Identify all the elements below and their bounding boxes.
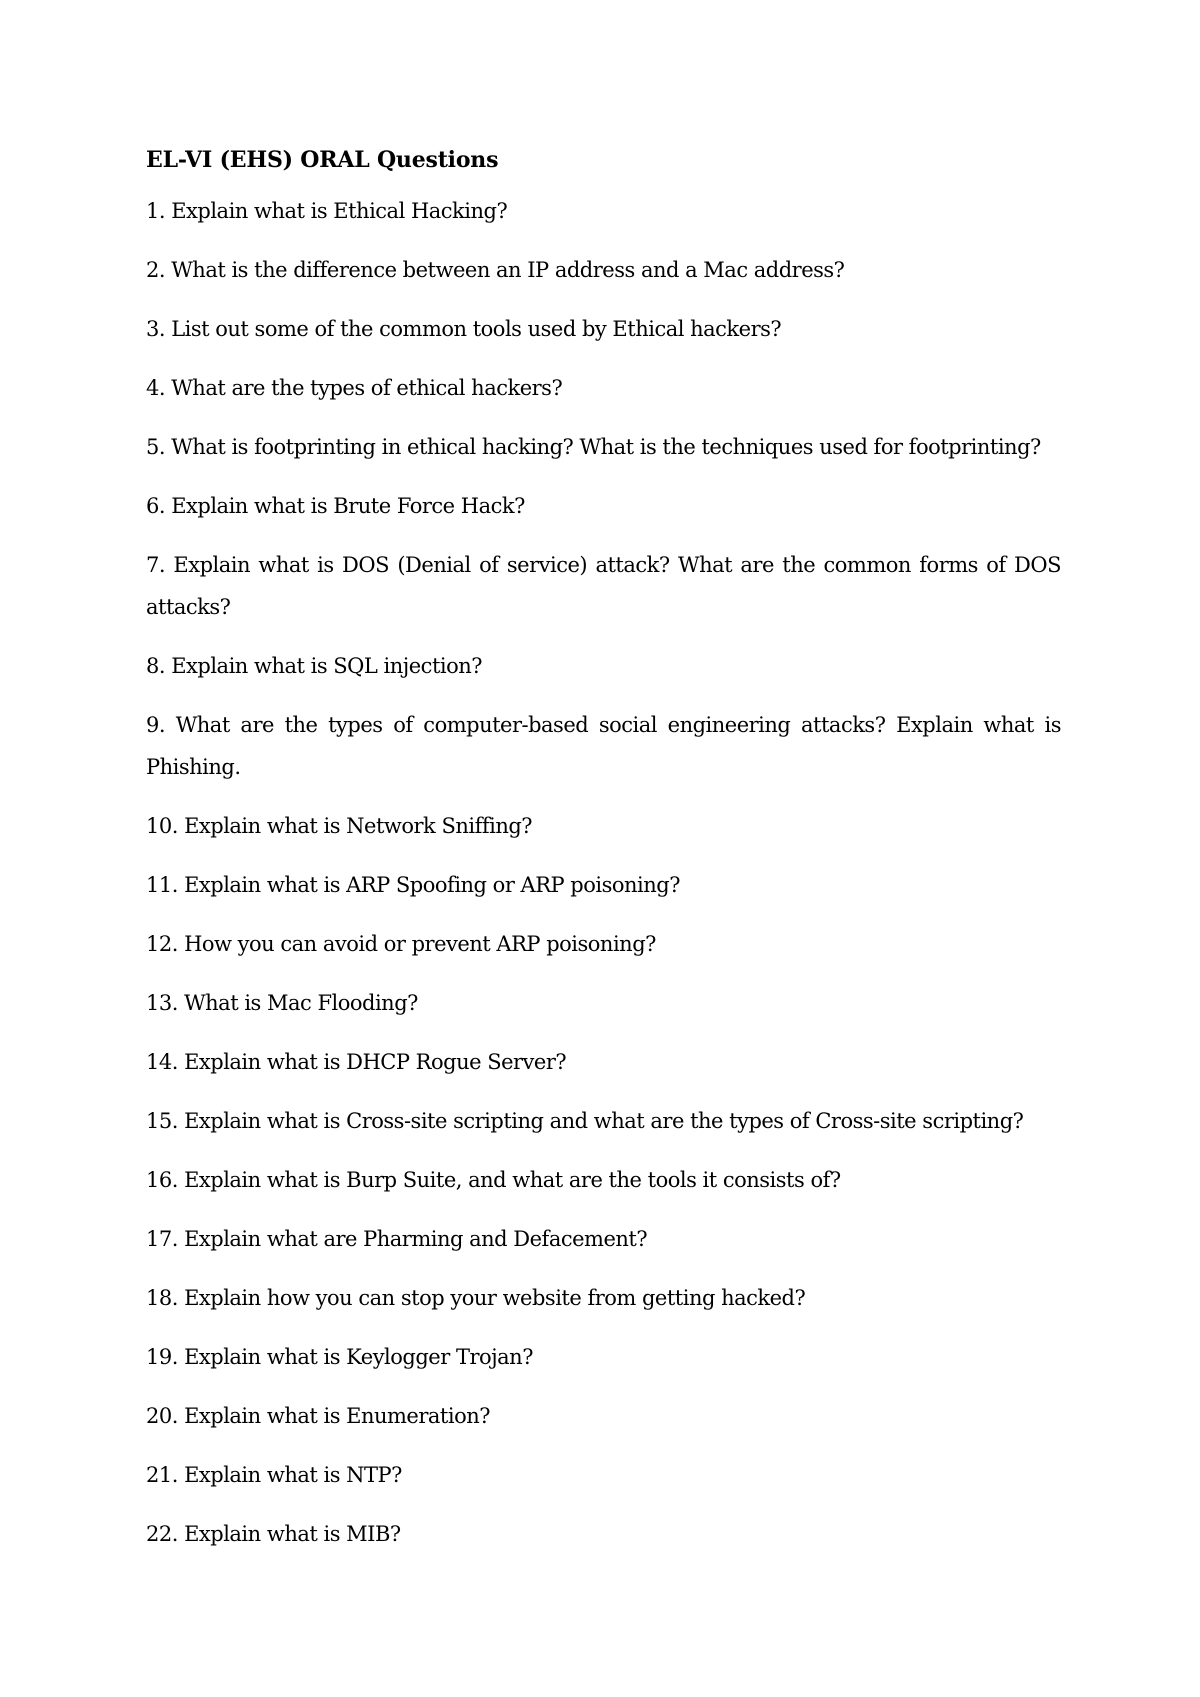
question-3: 3. List out some of the common tools used by Ethical hackers?: [146, 317, 782, 341]
question-21: 21. Explain what is NTP?: [146, 1463, 402, 1487]
question-17: 17. Explain what are Pharming and Defacement?: [146, 1227, 648, 1251]
question-6: 6. Explain what is Brute Force Hack?: [146, 494, 525, 518]
question-9: 9. What are the types of computer-based social engineering attacks? Explain what is Phishing.: [146, 713, 1061, 779]
document-title: EL-VI (EHS) ORAL Questions: [146, 147, 499, 173]
question-20: 20. Explain what is Enumeration?: [146, 1404, 491, 1428]
question-7: 7. Explain what is DOS (Denial of service) attack? What are the common forms of DOS attacks?: [146, 553, 1061, 619]
question-8: 8. Explain what is SQL injection?: [146, 654, 483, 678]
question-10: 10. Explain what is Network Sniffing?: [146, 814, 533, 838]
question-16: 16. Explain what is Burp Suite, and what are the tools it consists of?: [146, 1168, 841, 1192]
question-2: 2. What is the difference between an IP address and a Mac address?: [146, 258, 845, 282]
question-14: 14. Explain what is DHCP Rogue Server?: [146, 1050, 567, 1074]
question-11: 11. Explain what is ARP Spoofing or ARP poisoning?: [146, 873, 681, 897]
question-22: 22. Explain what is MIB?: [146, 1522, 401, 1546]
question-15: 15. Explain what is Cross-site scripting and what are the types of Cross-site scripting?: [146, 1109, 1024, 1133]
question-12: 12. How you can avoid or prevent ARP poisoning?: [146, 932, 656, 956]
question-13: 13. What is Mac Flooding?: [146, 991, 418, 1015]
question-4: 4. What are the types of ethical hackers?: [146, 376, 563, 400]
question-5: 5. What is footprinting in ethical hacking? What is the techniques used for footprinting?: [146, 435, 1041, 459]
question-1: 1. Explain what is Ethical Hacking?: [146, 199, 508, 223]
document-content: [146, 144, 1061, 1572]
question-list: [146, 190, 1061, 1555]
question-19: 19. Explain what is Keylogger Trojan?: [146, 1345, 533, 1369]
question-18: 18. Explain how you can stop your website from getting hacked?: [146, 1286, 806, 1310]
